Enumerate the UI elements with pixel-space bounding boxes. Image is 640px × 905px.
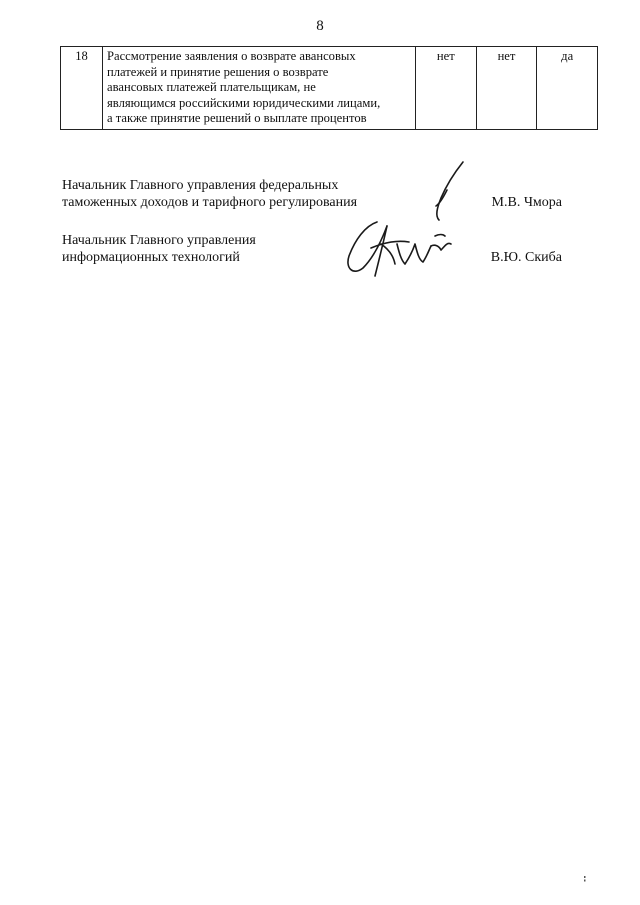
signer-title-line: Начальник Главного управления федеральных xyxy=(62,178,339,193)
value-cell-1: нет xyxy=(416,47,477,130)
page-number: 8 xyxy=(316,18,324,34)
row-number-cell: 18 xyxy=(61,47,103,130)
value-cell-3: да xyxy=(537,47,598,130)
description-line: авансовых платежей плательщикам, не xyxy=(107,80,316,94)
description-line: Рассмотрение заявления о возврате авансовых xyxy=(107,49,356,63)
signer-name: В.Ю. Скиба xyxy=(490,250,562,265)
value-cell-2: нет xyxy=(476,47,537,130)
description-line: платежей и принятие решения о возврате xyxy=(107,64,329,79)
table-row xyxy=(61,47,598,130)
description-line: а также принятие решений о выплате процентов xyxy=(107,111,367,125)
signature-block xyxy=(62,232,562,283)
handwritten-signature xyxy=(335,160,465,285)
services-table xyxy=(60,46,598,130)
description-line: являющимся российскими юридическими лицами, xyxy=(107,95,381,110)
signer-title-line: таможенных доходов и тарифного регулирования xyxy=(62,195,358,210)
signature-block xyxy=(62,177,562,228)
signer-name: М.В. Чмора xyxy=(491,195,562,210)
row-description-cell xyxy=(103,47,416,130)
signer-title-line: информационных технологий xyxy=(62,250,240,265)
signatures-section xyxy=(62,177,562,283)
scan-mark xyxy=(583,876,587,882)
signer-title-line: Начальник Главного управления xyxy=(62,233,256,248)
